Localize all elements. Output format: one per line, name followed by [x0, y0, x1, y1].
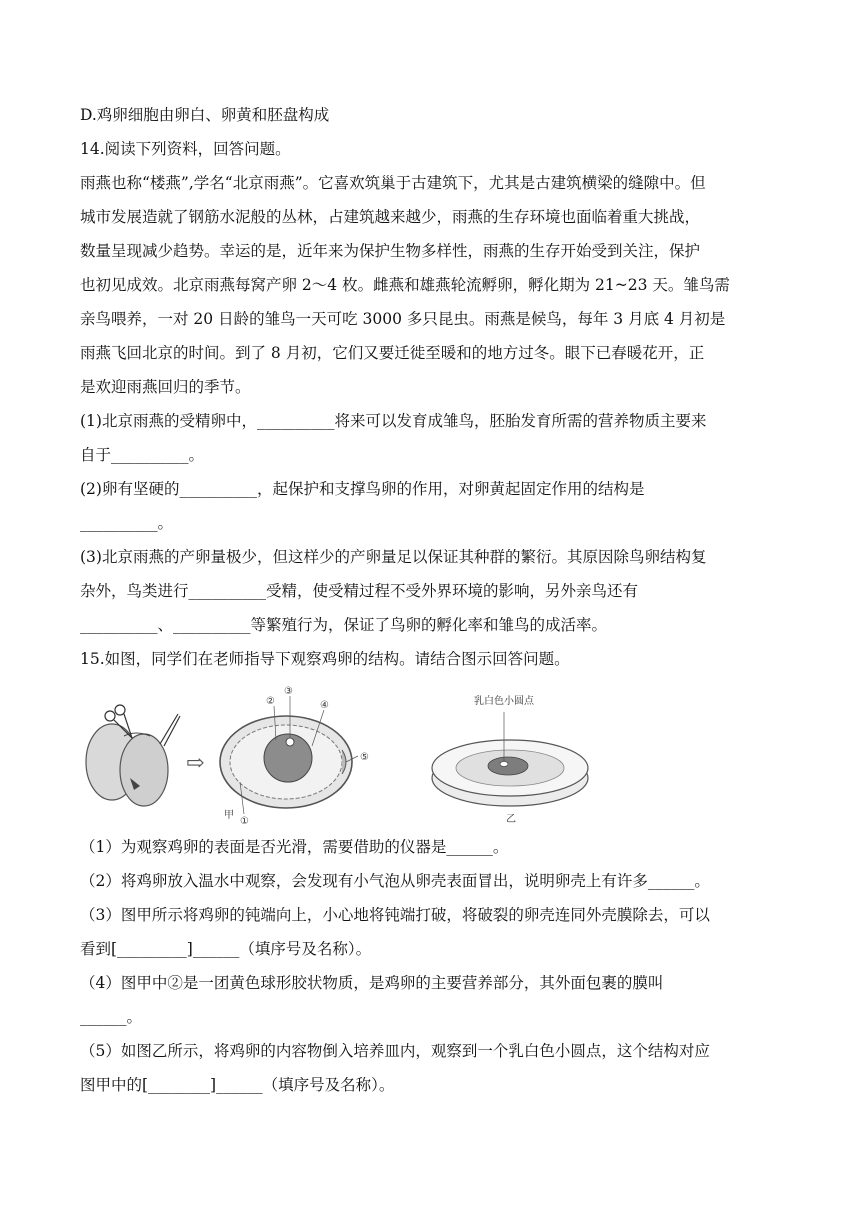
milky-dot-label: 乳白色小圆点 — [474, 696, 534, 707]
egg-cross-section — [220, 686, 369, 827]
egg-figure-svg — [80, 680, 640, 830]
q14-passage-line: 也初见成效。北京雨燕每窝产卵 2～4 枚。雌燕和雄燕轮流孵卵，孵化期为 21~23 天。雏鸟需 — [80, 276, 730, 294]
q14-passage-line: 雨燕也称“楼燕”,学名“北京雨燕”。它喜欢筑巢于古建筑下，尤其是古建筑横梁的缝隙中。但 — [80, 174, 706, 192]
q15-question-line: ______。 — [80, 1008, 143, 1026]
q14-passage-line: 雨燕飞回北京的时间。到了 8 月初，它们又要迁徙至暖和的地方过冬。眼下已春暖花开，正 — [80, 344, 705, 362]
egg-structure-figure — [80, 680, 640, 830]
label-4: ④ — [320, 700, 329, 711]
arrow-icon: ⇨ — [186, 751, 205, 776]
q14-question-line: 杂外，鸟类进行__________受精，使受精过程不受外界环境的影响，另外亲鸟还有 — [80, 582, 639, 600]
q14-question-line: 自于__________。 — [80, 446, 205, 464]
q14-passage-line: 数量呈现减少趋势。幸运的是，近年来为保护生物多样性，雨燕的生存开始受到关注，保护 — [80, 242, 701, 260]
figure-label-yi: 乙 — [506, 814, 516, 825]
q14-passage-line: 亲鸟喂养，一对 20 日龄的雏鸟一天可吃 3000 多只昆虫。雨燕是候鸟，每年 3 月底 4 月初是 — [80, 310, 726, 328]
q13-option-d: D.鸡卵细胞由卵白、卵黄和胚盘构成 — [80, 106, 330, 124]
q14-title: 14.阅读下列资料，回答问题。 — [80, 140, 291, 158]
petri-dish-illustration — [432, 694, 588, 825]
q14-question-line: (3)北京雨燕的产卵量极少，但这样少的产卵量足以保证其种群的繁衍。其原因除鸟卵结构复 — [80, 548, 707, 566]
q15-question-line: 图甲中的[________]______（填序号及名称）。 — [80, 1076, 395, 1094]
cracked-egg-illustration — [86, 705, 180, 806]
q15-question-line: （4）图甲中②是一团黄色球形胶状物质，是鸡卵的主要营养部分，其外面包裹的膜叫 — [80, 974, 664, 992]
q15-question-line: （1）为观察鸡卵的表面是否光滑，需要借助的仪器是______。 — [80, 838, 509, 856]
q14-passage-line: 是欢迎雨燕回归的季节。 — [80, 378, 251, 396]
figure-label-jia: 甲 — [224, 810, 234, 821]
q15-question-line: （3）图甲所示将鸡卵的钝端向上，小心地将钝端打破，将破裂的卵壳连同外壳膜除去，可以 — [80, 906, 710, 924]
label-5: ⑤ — [360, 752, 369, 763]
q14-question-line: __________、__________等繁殖行为，保证了鸟卵的孵化率和雏鸟的成活率。 — [80, 616, 608, 634]
q15-question-line: （5）如图乙所示，将鸡卵的内容物倒入培养皿内，观察到一个乳白色小圆点，这个结构对应 — [80, 1042, 710, 1060]
q14-question-line: __________。 — [80, 514, 174, 532]
q15-question-line: 看到[_________]______（填序号及名称）。 — [80, 940, 372, 958]
q14-question-line: (1)北京雨燕的受精卵中，__________将来可以发育成雏鸟，胚胎发育所需的营养物质主要来 — [80, 412, 707, 430]
label-1: ① — [240, 816, 249, 827]
label-3: ③ — [284, 686, 293, 697]
q15-title: 15.如图，同学们在老师指导下观察鸡卵的结构。请结合图示回答问题。 — [80, 650, 570, 668]
label-2: ② — [266, 696, 275, 707]
q14-question-line: (2)卵有坚硬的__________，起保护和支撑鸟卵的作用，对卵黄起固定作用的结构是 — [80, 480, 645, 498]
q14-passage-line: 城市发展造就了钢筋水泥般的丛林，占建筑越来越少，雨燕的生存环境也面临着重大挑战， — [80, 208, 701, 226]
q15-question-line: （2）将鸡卵放入温水中观察，会发现有小气泡从卵壳表面冒出，说明卵壳上有许多______。 — [80, 872, 710, 890]
